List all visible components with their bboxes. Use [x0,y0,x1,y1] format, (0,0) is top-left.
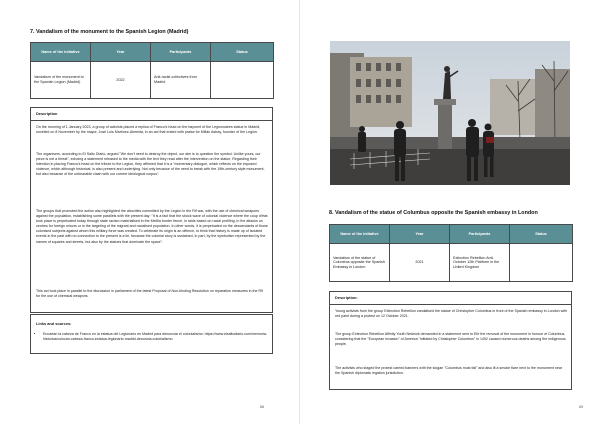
cell-participants: Anti-racist collectives from Madrid [151,62,211,99]
paragraph: The group Extinction Rebellion Affinity Youth Network demanded in a statement sent to Efe the removal of the monument in honour of Columbus, considering that the "European invasion" of America "initiated by Christopher Columbus" in 1492 caused numerous deaths among the indigenous people. [335,332,566,347]
header-status: Status [510,225,573,244]
initiative-table-8 [329,224,573,282]
cell-name: Vandalism of the statue of Columbus opposite the Spanish Embassy in London [330,244,390,282]
header-year: Year [91,43,151,62]
links-label: Links and sources: [36,321,72,326]
header-participants: Participants [450,225,510,244]
cell-participants: Extinction Rebellion Anti-October 12th Platform in the United Kingdom [450,244,510,282]
section-title-8: 8. Vandalism of the statue of Columbus opposite the Spanish embassy in London [329,210,538,216]
initiative-table-7 [30,42,274,99]
protest-photo [330,41,570,185]
header-participants: Participants [151,43,211,62]
divider [330,304,571,305]
description-label: Description [36,111,58,116]
header-status: Status [211,43,274,62]
cell-status [510,244,573,282]
header-year: Year [390,225,450,244]
header-name: Name of the initiative [330,225,390,244]
paragraph: The groups that promoted the action also highlighted the atrocities committed by the Legion in the Rif war, with the use of chemical weapons against the population, establishing some parallels with the present day: "It is a fact that the shock wave of colonial violence where the coup d'état took place is perpetuated today through state racism materialised in the Melilla border fence, in raids based on racial profiling, in the attacks on centres for foreign minors or in the targeting of the migrant and racialised population. In other words, it is perpetuated on the descendants of those colonised subjects against whom this military force was created. To celebrate its origin is an offence, to think that history is made up of isolated events in the past with no connection to the present is a lie, because the colonial story is sustained, in part, by the symbolism represented by the names of squares and streets, but also by the statues that dominate the space". [36,209,268,244]
paragraph: The organisers, according to El Salto Diario, argued "We don't need to destroy the object, our aim is to question the symbol. Unlike yours, our piece is not a threat", echoing a statement released to the media with the text they read after the intervention on the statue. Regarding their intention in placing Franco's head on the tribute to the Legion, they affirmed that it is a "momentary dialogue, which reflects on the imposed violence, which although historical, is also present and underlying. Not only because of the need to break with the 19th-century style monument, but also because of the unbearable clash with our current ideological corpus". [36,152,265,177]
section-title-7: 7. Vandalism of the monument to the Spanish Legion (Madrid) [30,29,189,35]
page-number: 68 [260,405,264,409]
links-list [36,332,269,342]
protest-photo-graphic [330,41,570,185]
description-box-8 [329,291,572,390]
cell-year: 2022 [91,62,151,99]
cell-name: Vandalism of the monument to the Spanish Legion (Madrid) [31,62,91,99]
divider [31,120,272,121]
cell-year: 2021 [390,244,450,282]
paragraph: On the morning of 1 January 2023, a group of activists placed a replica of Franco's head on the bayonet of the Legionnaires statue in Madrid, unveiled on 8 November by the mayor, José Luis Martínez-Almeida, in an act that ended with praise for Millán Astray, founder of the Legion. [36,125,261,135]
cell-status [211,62,274,99]
paragraph: This act took place in parallel to the discussion in parliament of the latest Proposal of Non-binding Resolution on reparation measures in the Rif for the use of chemical weapons. [36,289,263,299]
right-page [300,0,600,424]
paragraph: Young activists from the group Extinction Rebellion vandalised the statue of Christopher Columbus in front of the Spanish embassy in London with red paint during a protest on 12 October 2021. [335,309,567,319]
link-item[interactable]: • Encartan la cabeza de Franco en la estatua del Legionario en Madrid para denunciar el colonialismo: https://www.elsaltodiario.com/memoria-historica/colocan-cabeza-franco-estatua-legionario-madrid-denuncia-colonialismo [43,332,269,342]
header-name: Name of the initiative [31,43,91,62]
links-box-7 [30,314,273,354]
description-box-7 [30,107,273,313]
paragraph: The activists who staged the protest carried banners with the slogan "Columbus must fall" and also lit a smoke flare next to the monument near the Spanish diplomatic legation jurisdiction. [335,366,563,376]
page-number: 69 [579,405,583,409]
description-label: Description: [335,295,358,300]
